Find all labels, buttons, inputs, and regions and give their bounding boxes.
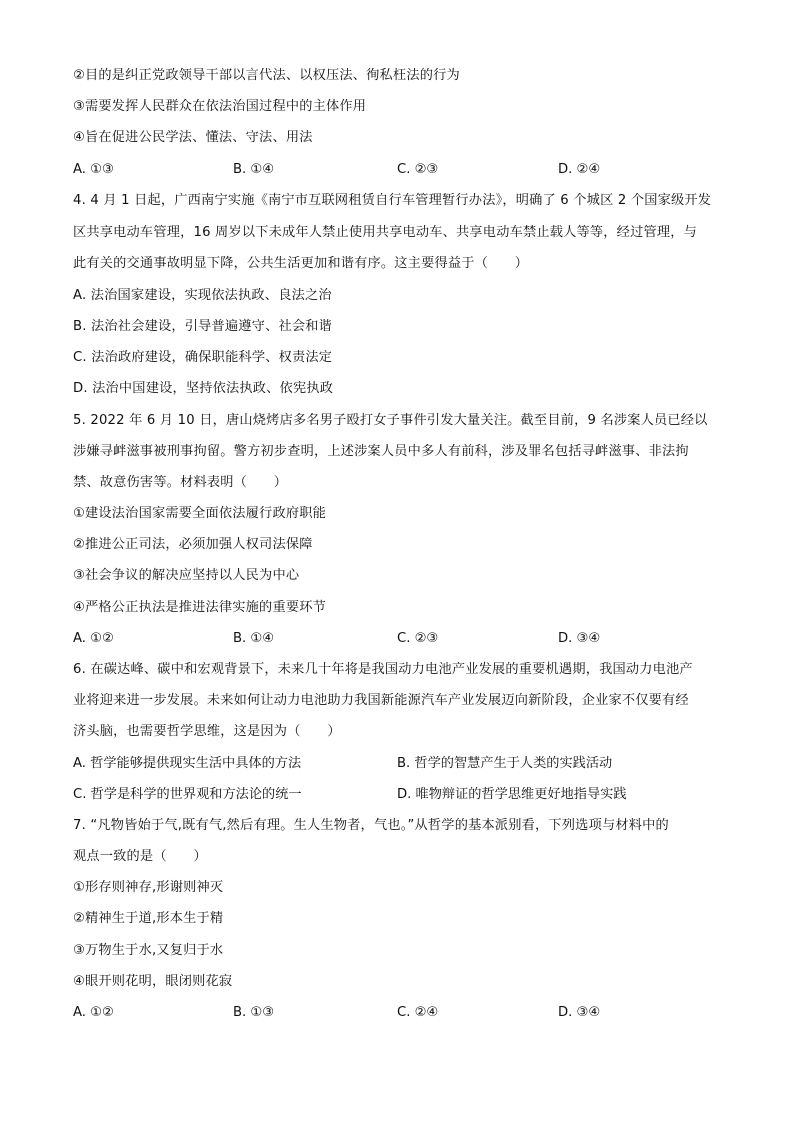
q5-options: [73, 630, 733, 648]
q7-statement-2: ②精神生于道,形本生于精: [73, 911, 224, 926]
q7-statement-4: ④眼开则花明，眼闭则花寂: [73, 974, 233, 989]
q7-option-c: C. ②④: [397, 1005, 439, 1020]
q6-option-b: B. 哲学的智慧产生于人类的实践活动: [397, 756, 613, 771]
q4-stem-line-2: 区共享电动车管理，16 周岁以下未成年人禁止使用共享电动车、共享电动车禁止载人等等，经过管理，与: [73, 225, 698, 240]
q3-option-b: B. ①④: [233, 162, 275, 177]
q5-option-a: A. ①②: [73, 631, 114, 646]
q3-statement-2: ②目的是纠正党政领导干部以言代法、以权压法、徇私枉法的行为: [73, 68, 460, 83]
q5-stem-line-1: 5. 2022 年 6 月 10 日，唐山烧烤店多名男子殴打女子事件引发大量关注。截至目前，9 名涉案人员已经以: [73, 413, 708, 428]
q7-stem-line-1: 7. “凡物皆始于气,既有气,然后有理。生人生物者，气也。”从哲学的基本派别看，下列选项与材料中的: [73, 818, 669, 833]
q7-statement-3: ③万物生于水,又复归于水: [73, 943, 224, 958]
q6-stem-line-2: 业将迎来进一步发展。未来如何让动力电池助力我国新能源汽车产业发展迈向新阶段，企业家不仅要有经: [73, 693, 689, 708]
q7-option-a: A. ①②: [73, 1005, 114, 1020]
q6-option-d: D. 唯物辩证的哲学思维更好地指导实践: [397, 787, 627, 802]
q5-option-c: C. ②③: [397, 631, 439, 646]
q7-stem-line-2: 观点一致的是（ ）: [73, 849, 207, 864]
q5-statement-4: ④严格公正执法是推进法律实施的重要环节: [73, 600, 326, 615]
q3-option-d: D. ②④: [558, 162, 601, 177]
q3-statement-4: ④旨在促进公民学法、懂法、守法、用法: [73, 130, 313, 145]
q7-options: [73, 1004, 733, 1022]
q4-stem-line-1: 4. 4 月 1 日起，广西南宁实施《南宁市互联网租赁自行车管理暂行办法》，明确了 6 个城区 2 个国家级开发: [73, 193, 712, 208]
q6-options-row-2: [73, 786, 733, 804]
q5-statement-1: ①建设法治国家需要全面依法履行政府职能: [73, 506, 326, 521]
q3-statement-3: ③需要发挥人民群众在依法治国过程中的主体作用: [73, 99, 367, 114]
q6-stem-line-3: 济头脑，也需要哲学思维，这是因为（ ）: [73, 724, 341, 739]
q6-stem-line-1: 6. 在碳达峰、碳中和宏观背景下，未来几十年将是我国动力电池产业发展的重要机遇期，我国动力电池产: [73, 662, 693, 677]
q3-options: [73, 161, 733, 179]
q5-stem-line-3: 禁、故意伤害等。材料表明（ ）: [73, 475, 288, 490]
q4-option-d: D. 法治中国建设，坚持依法执政、依宪执政: [73, 381, 334, 396]
q7-option-d: D. ③④: [558, 1005, 601, 1020]
q7-statement-1: ①形存则神存,形谢则神灭: [73, 880, 224, 895]
q5-statement-3: ③社会争议的解决应坚持以人民为中心: [73, 568, 300, 583]
q4-option-a: A. 法治国家建设，实现依法执政、良法之治: [73, 288, 332, 303]
q5-statement-2: ②推进公正司法，必须加强人权司法保障: [73, 537, 313, 552]
q5-option-d: D. ③④: [558, 631, 601, 646]
q6-option-a: A. 哲学能够提供现实生活中具体的方法: [73, 756, 302, 771]
q4-option-b: B. 法治社会建设，引导普遍遵守、社会和谐: [73, 319, 333, 334]
q5-stem-line-2: 涉嫌寻衅滋事被刑事拘留。警方初步查明，上述涉案人员中多人有前科，涉及罪名包括寻衅滋事、非法拘: [73, 444, 689, 459]
q5-option-b: B. ①④: [233, 631, 275, 646]
q4-stem-line-3: 此有关的交通事故明显下降，公共生活更加和谐有序。这主要得益于（ ）: [73, 256, 529, 271]
q6-options-row-1: [73, 755, 733, 773]
q4-option-c: C. 法治政府建设，确保职能科学、权责法定: [73, 350, 333, 365]
q7-option-b: B. ①③: [233, 1005, 275, 1020]
q3-option-c: C. ②③: [397, 162, 439, 177]
q6-option-c: C. 哲学是科学的世界观和方法论的统一: [73, 787, 302, 802]
q3-option-a: A. ①③: [73, 162, 114, 177]
